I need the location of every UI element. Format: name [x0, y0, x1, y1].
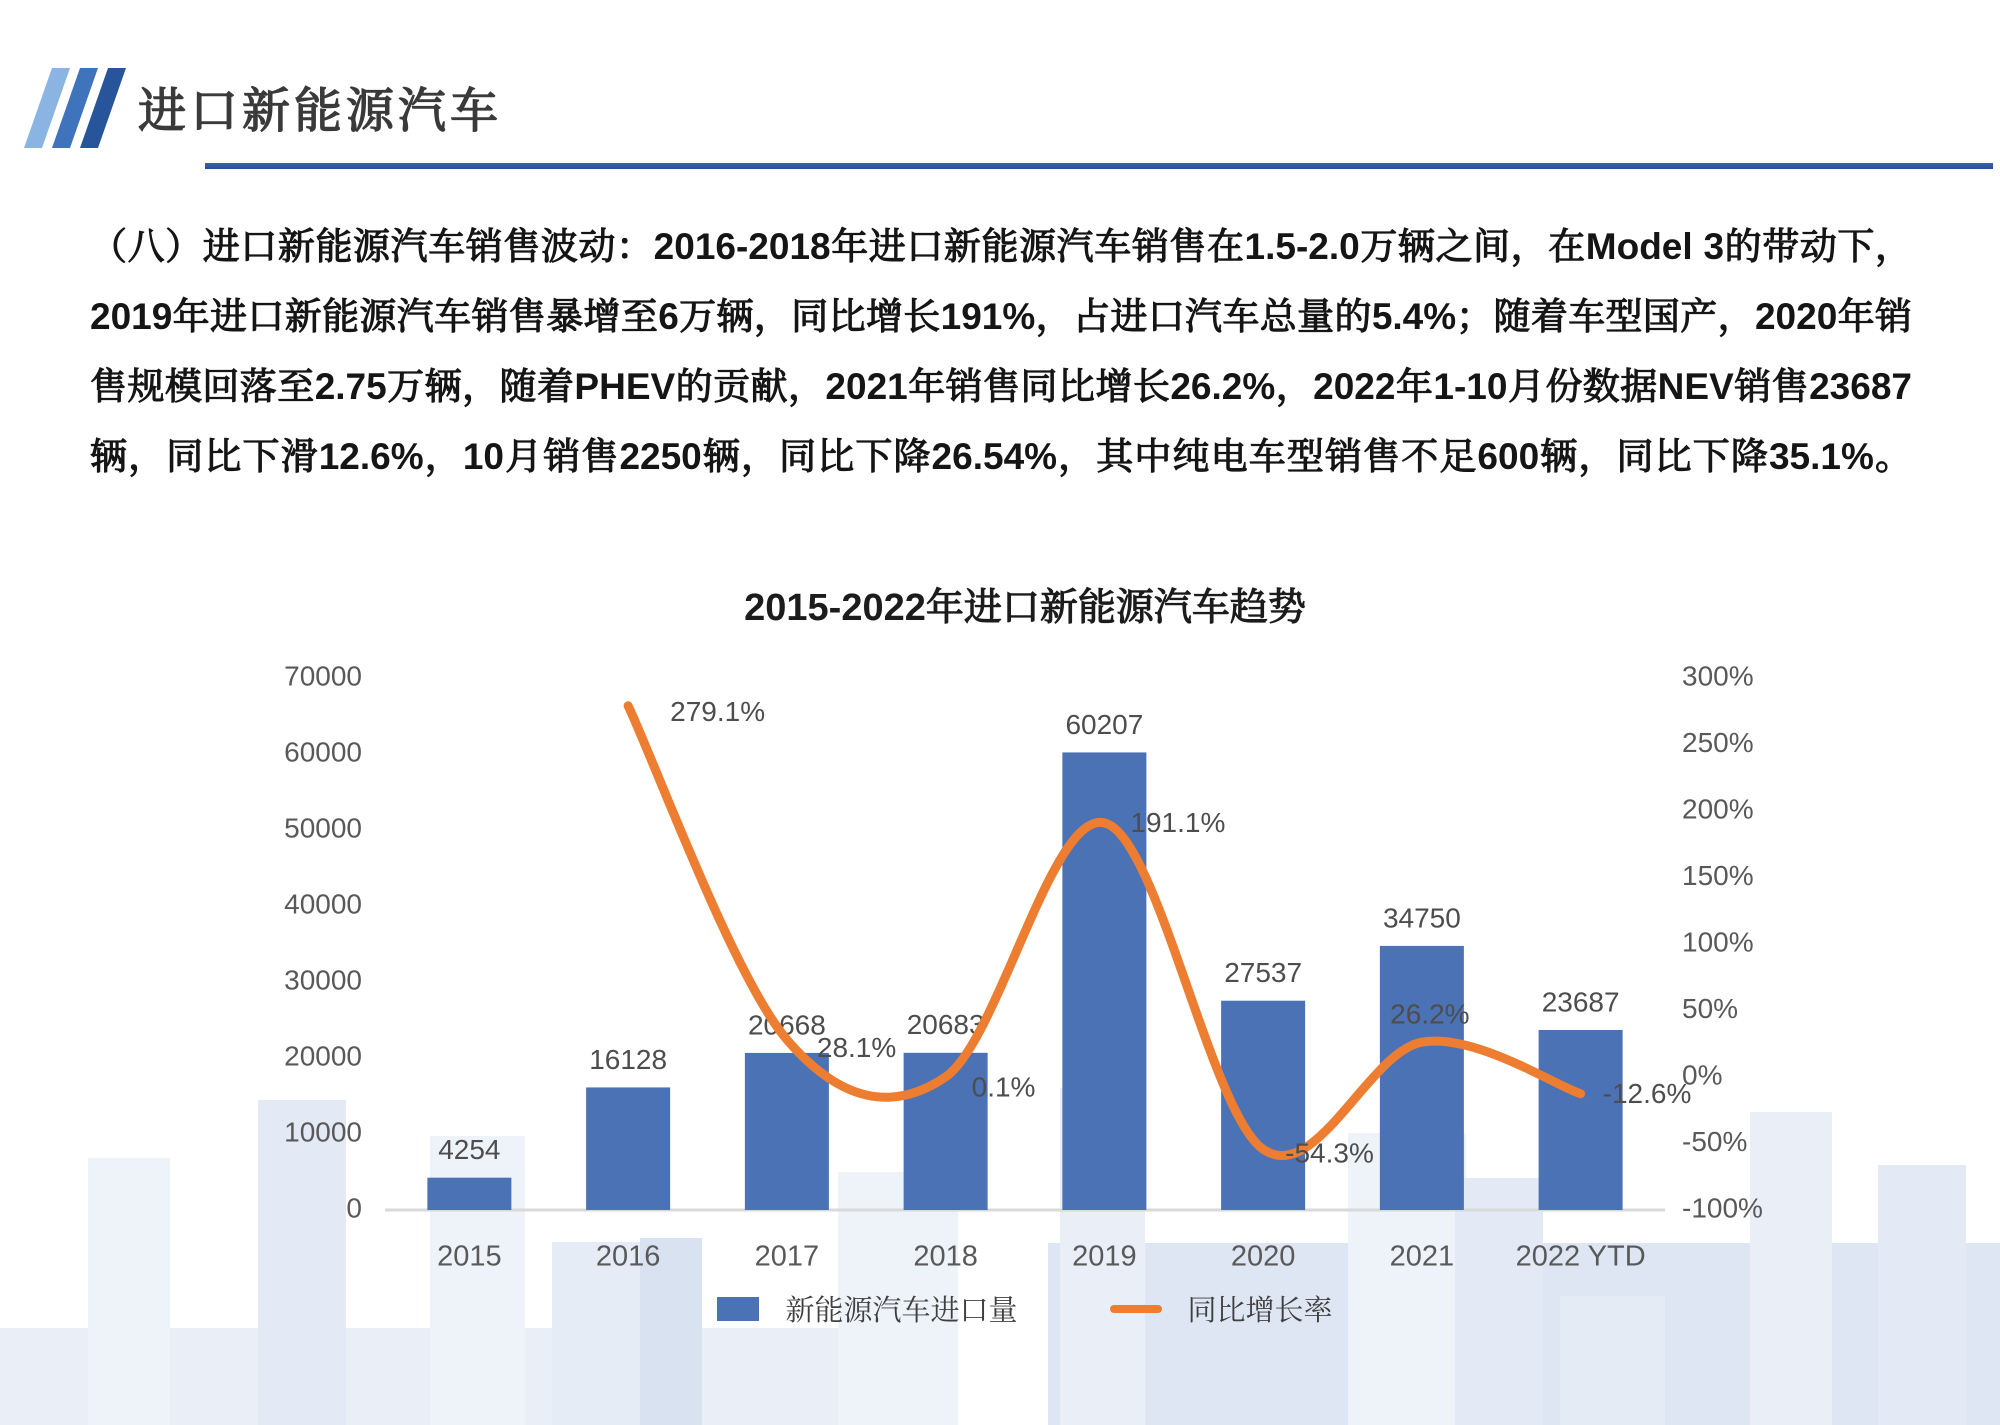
right-axis-tick-label: 150%	[1682, 859, 1754, 891]
line-value-label: 28.1%	[816, 1032, 897, 1064]
x-axis-label: 2015	[437, 1240, 502, 1273]
x-axis-label: 2022 YTD	[1515, 1240, 1646, 1273]
right-axis-tick-label: 100%	[1682, 926, 1754, 958]
line-value-label: 279.1%	[670, 696, 766, 728]
x-axis-label: 2021	[1389, 1240, 1455, 1273]
chart-legend	[390, 1288, 1660, 1329]
left-axis-tick-label: 30000	[284, 964, 362, 996]
x-axis-label: 2016	[595, 1240, 661, 1273]
right-axis-tick-label: 0%	[1682, 1059, 1723, 1091]
bar-value-label: 27537	[1224, 957, 1303, 989]
left-axis-tick-label: 0	[346, 1192, 362, 1224]
bar-value-label: 23687	[1541, 986, 1620, 1018]
left-axis-tick-label: 70000	[284, 660, 362, 692]
bar-value-label: 16128	[589, 1043, 668, 1075]
right-axis-tick-label: -100%	[1682, 1192, 1763, 1224]
bar-value-label: 20683	[906, 1009, 985, 1041]
bar	[745, 1053, 829, 1210]
x-axis-label: 2018	[913, 1240, 978, 1273]
bar	[427, 1178, 511, 1210]
right-axis-tick-label: 200%	[1682, 793, 1754, 825]
bar	[1380, 946, 1464, 1210]
left-axis-tick-label: 10000	[284, 1116, 362, 1148]
left-axis-tick-label: 20000	[284, 1040, 362, 1072]
legend-line-label: 同比增长率	[1187, 1295, 1333, 1327]
x-axis-label: 2019	[1072, 1240, 1137, 1273]
line-value-label: -54.3%	[1285, 1137, 1374, 1169]
page-title: 进口新能源汽车	[138, 85, 503, 138]
bar-value-label: 60207	[1065, 708, 1144, 740]
line-value-label: 26.2%	[1390, 998, 1470, 1030]
right-axis-tick-label: 250%	[1682, 726, 1754, 758]
line-value-label: 0.1%	[971, 1071, 1036, 1103]
legend-bar-swatch	[717, 1297, 759, 1321]
x-axis-label: 2017	[754, 1240, 820, 1273]
line-value-label: 191.1%	[1130, 807, 1226, 839]
paragraph-line: 辆，同比下滑12.6%，10月销售2250辆，同比下降26.54%，其中纯电车型销售不足600辆，同比下降35.1%。	[90, 436, 1912, 477]
right-axis-tick-label: 300%	[1682, 660, 1754, 692]
bar-value-label: 34750	[1382, 902, 1461, 934]
paragraph-line: 售规模回落至2.75万辆，随着PHEV的贡献，2021年销售同比增长26.2%，2022年1-10月份数据NEV销售23687	[90, 366, 1912, 407]
left-axis-tick-label: 60000	[284, 736, 362, 768]
x-axis-label: 2020	[1230, 1240, 1296, 1273]
line-value-label: -12.6%	[1602, 1078, 1692, 1110]
right-axis-tick-label: 50%	[1682, 992, 1739, 1024]
left-axis-tick-label: 50000	[284, 812, 362, 844]
right-axis-tick-label: -50%	[1682, 1125, 1748, 1157]
bar-value-label: 4254	[438, 1134, 501, 1166]
legend-line-swatch	[1110, 1305, 1162, 1313]
bar	[586, 1087, 670, 1210]
legend-bar-label: 新能源汽车进口量	[785, 1295, 1018, 1327]
bar	[1539, 1030, 1623, 1210]
chart-title: 2015-2022年进口新能源汽车趋势	[744, 587, 1306, 629]
paragraph-line: 2019年进口新能源汽车销售暴增至6万辆，同比增长191%，占进口汽车总量的5.4%；随着车型国产，2020年销	[90, 296, 1912, 337]
left-axis-tick-label: 40000	[284, 888, 362, 920]
bar-value-label: 20668	[747, 1009, 826, 1041]
paragraph-line: （八）进口新能源汽车销售波动：2016-2018年进口新能源汽车销售在1.5-2.0万辆之间，在Model 3的带动下，	[90, 226, 1912, 267]
